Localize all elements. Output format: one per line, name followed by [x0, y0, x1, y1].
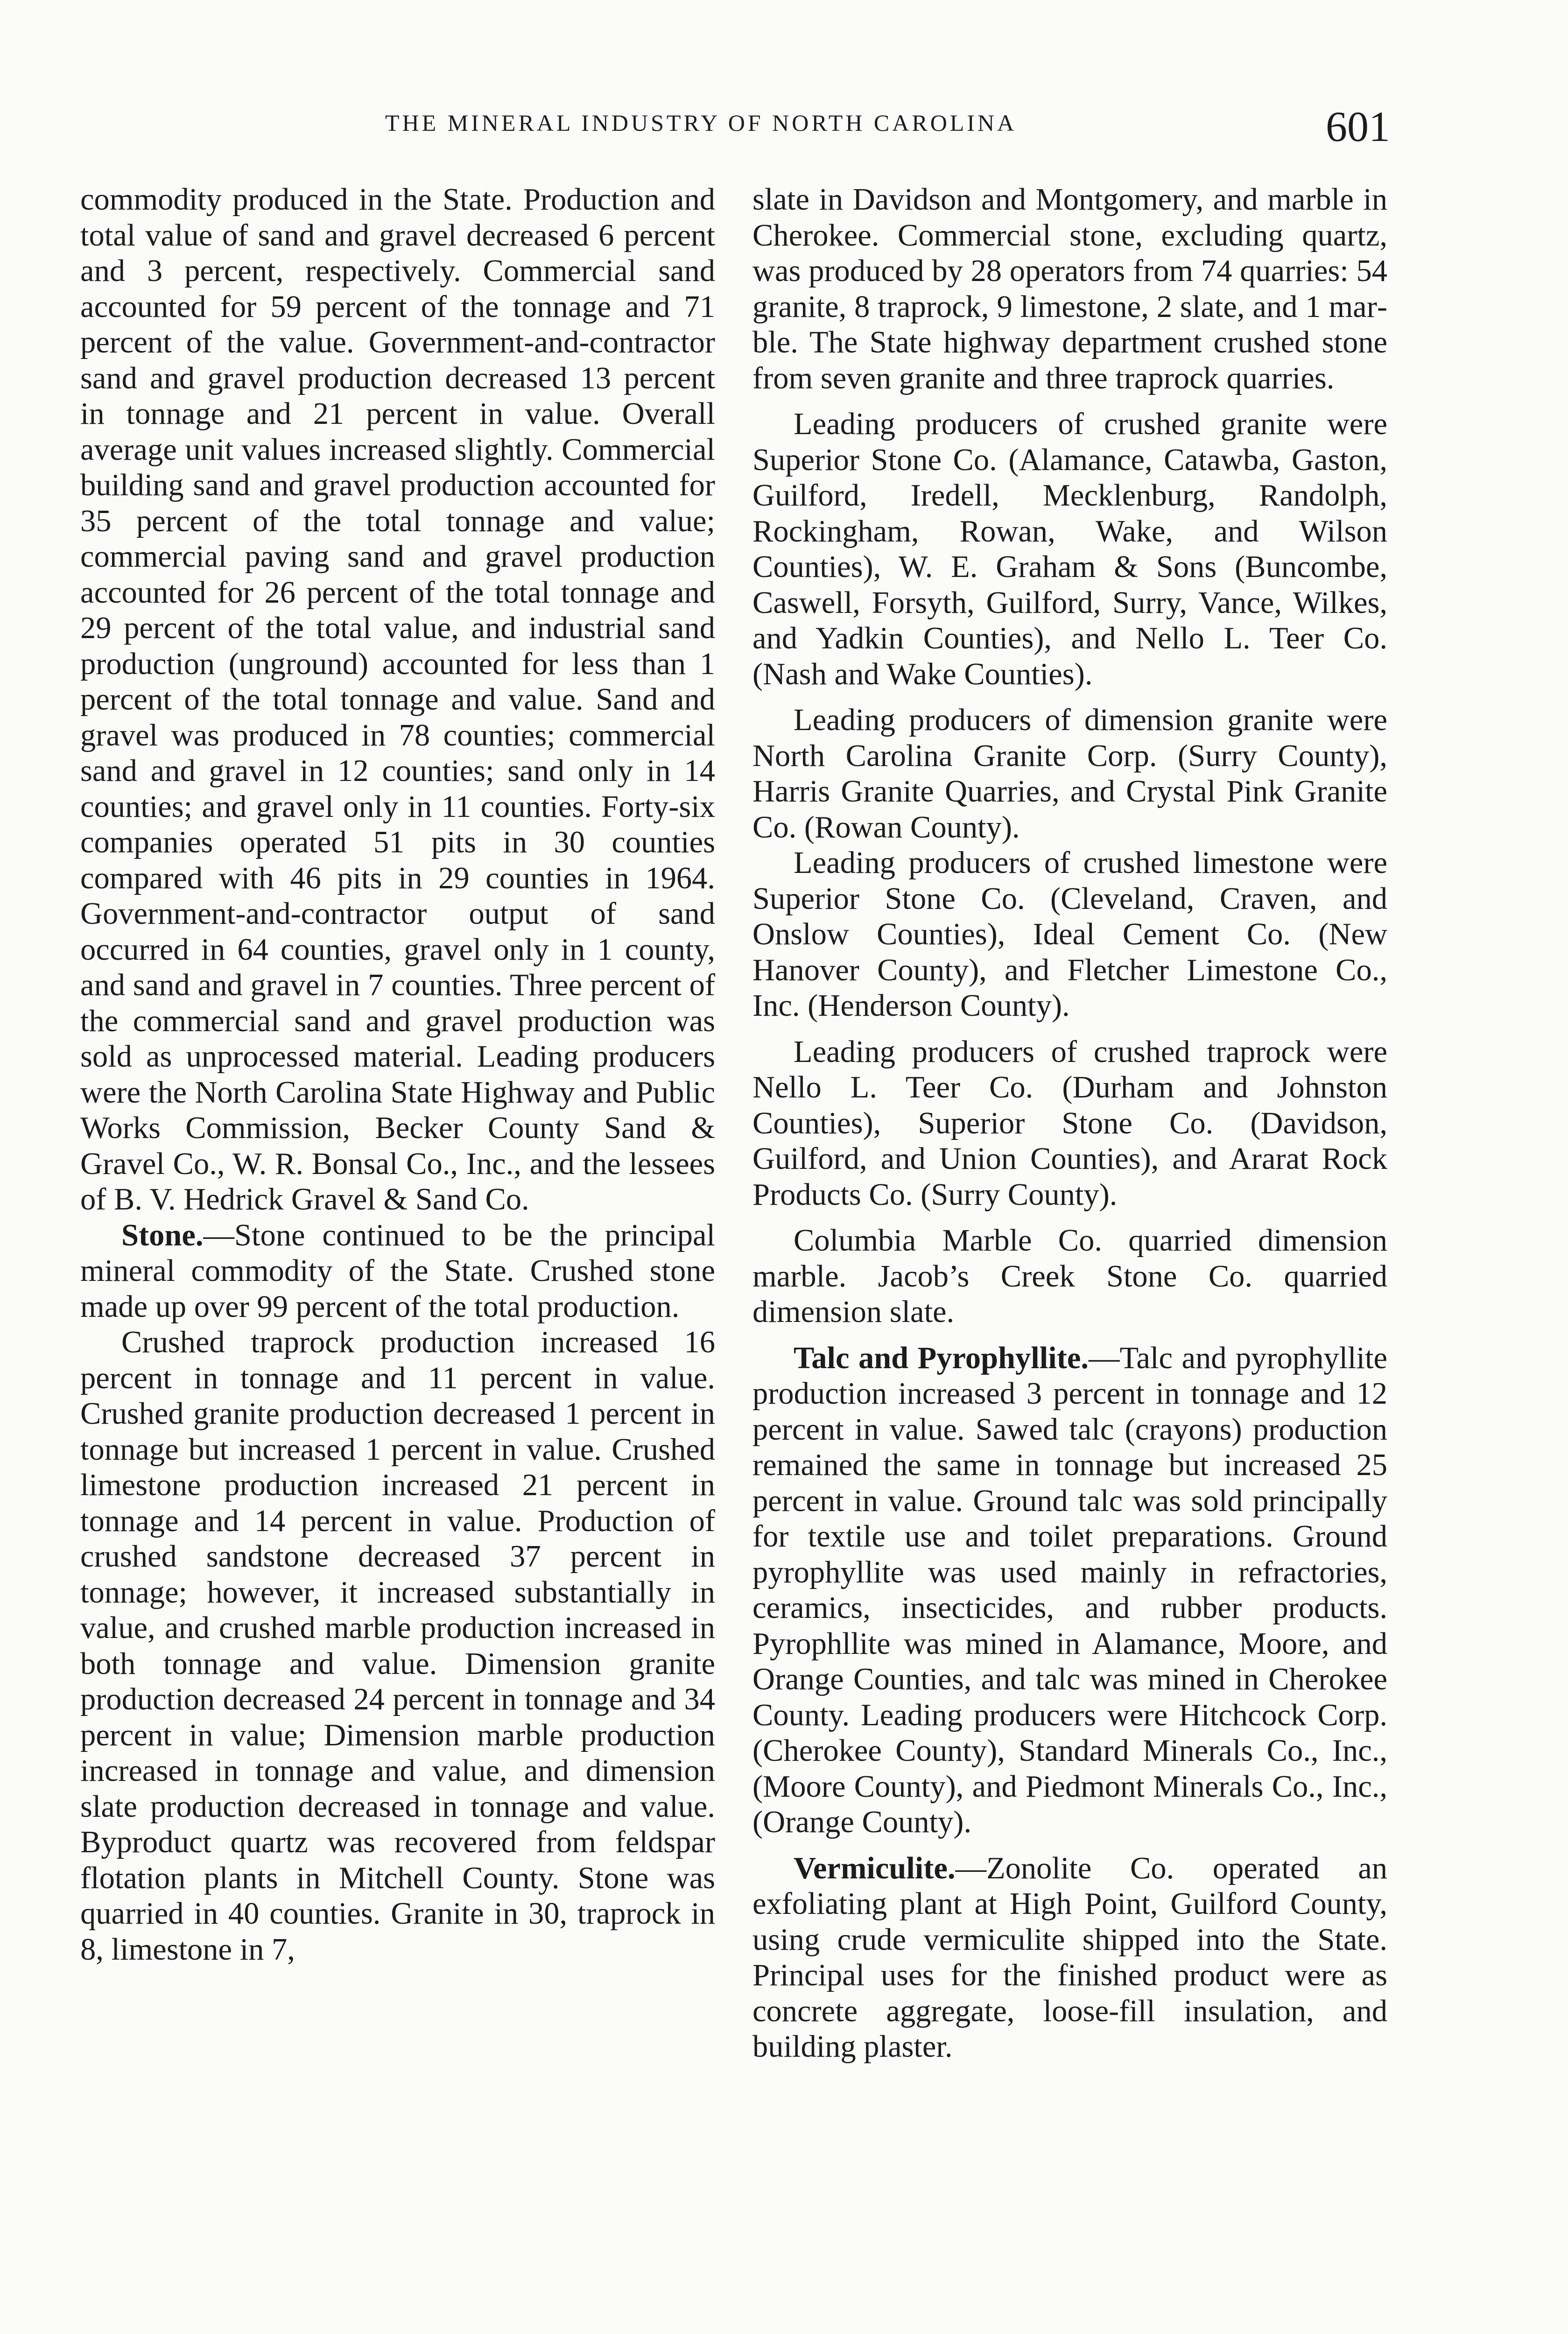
paragraph-crushed-production: Crushed traprock production increased 16 percent in tonnage and 11 percent in value. Crushed granite production decreased 1 percent in tonnage but increased 1 percent in value. Crushed limestone production increased 21 percent in tonnage and 14 percent in value. Production of crushed sandstone decreased 37 percent in tonnage; however, it increased substantially in value, and crushed marble production increased in both tonnage and value. Dimension granite production decreased 24 percent in tonnage and 34 percent in value; Dimension marble production increased in tonnage and value, and dimension slate production decreased in tonnage and value. Byproduct quartz was recovered from feldspar flotation plants in Mitchell County. Stone was quarried in 40 counties. Granite in 30, traprock in 8, limestone in 7,: [80, 1325, 715, 1967]
paragraph-crushed-traprock: Leading producers of crushed traprock were Nello L. Teer Co. (Durham and Johnston Counties), Superior Stone Co. (Davidson, Guilford, and Union Counties), and Ararat Rock Products Co. (Surry County).: [752, 1034, 1387, 1212]
paragraph-vermiculite-text: —Zonolite Co. operated an exfoliating plant at High Point, Guilford County, using crude vermiculite shipped into the State. Principal uses for the finished product were as concrete aggregate, loose-fill insulation, and building plaster.: [752, 1851, 1387, 2064]
section-heading-stone: Stone.: [121, 1218, 204, 1252]
paragraph-vermiculite: [752, 1851, 1387, 2065]
paragraph-talc-text: —Talc and pyrophyllite production increased 3 percent in tonnage and 12 percent in value. Sawed talc (crayons) production remained the same in tonnage but increased 25 percent in value. Ground talc was sold principally for textile use and toilet preparations. Ground pyrophyllite was used mainly in refractories, ceramics, insecticides, and rubber products. Pyrophllite was mined in Alamance, Moore, and Orange Counties, and talc was mined in Cherokee County. Leading producers were Hitchcock Corp. (Cherokee County), Standard Minerals Co., Inc., (Moore County), and Piedmont Minerals Co., Inc., (Orange County).: [752, 1341, 1387, 1839]
running-head: THE MINERAL INDUSTRY OF NORTH CAROLINA: [385, 110, 1017, 136]
paragraph-crushed-limestone: Leading producers of crushed limestone were Superior Stone Co. (Cleveland, Craven, and Onslow Counties), Ideal Cement Co. (New Hanover County), and Fletcher Limestone Co., Inc. (Henderson County).: [752, 846, 1387, 1023]
paragraph-stone: [80, 1218, 715, 1325]
page-number: 601: [1326, 103, 1390, 150]
paragraph-sand-gravel: commodity produced in the State. Production and total value of sand and gravel decreased 6 percent and 3 percent, respectively. Commercial sand accounted for 59 percent of the tonnage and 71 percent of the value. Government-and-contractor sand and gravel production decreased 13 percent in tonnage and 21 percent in value. Overall average unit values increased slightly. Commercial building sand and gravel production accounted for 35 percent of the total tonnage and value; commercial paving sand and gravel production accounted for 26 percent of the total tonnage and 29 percent of the total value, and industrial sand production (unground) accounted for less than 1 percent of the total tonnage and value. Sand and gravel was produced in 78 counties; commercial sand and gravel in 12 counties; sand only in 14 counties; and gravel only in 11 counties. Forty-six companies operated 51 pits in 30 counties compared with 46 pits in 29 counties in 1964. Government-and-contractor output of sand occurred in 64 counties, gravel only in 1 county, and sand and gravel in 7 counties. Three percent of the commercial sand and gravel production was sold as unprocessed material. Leading producers were the North Carolina State Highway and Public Works Commission, Becker County Sand & Gravel Co., W. R. Bonsal Co., Inc., and the lessees of B. V. Hedrick Gravel & Sand Co.: [80, 183, 715, 1216]
section-heading-vermiculite: Vermiculite.: [794, 1851, 956, 1885]
paragraph-stone-text: —Stone continued to be the principal mineral commodity of the State. Crushed stone made up over 99 percent of the total production.: [80, 1218, 715, 1324]
page-header: [0, 102, 1568, 162]
section-heading-talc: Talc and Pyrophyllite.: [794, 1341, 1089, 1375]
paragraph-marble-slate: Columbia Marble Co. quarried dimension marble. Jacob’s Creek Stone Co. quarried dimension slate.: [752, 1223, 1387, 1329]
right-column: [752, 182, 1387, 2065]
paragraph-dimension-granite: Leading producers of dimension granite were North Carolina Granite Corp. (Surry County), Harris Granite Quarries, and Crystal Pink Granite Co. (Rowan County).: [752, 703, 1387, 844]
left-column: [80, 182, 715, 1968]
paragraph-quarries: slate in Davidson and Montgomery, and marble in Cherokee. Commercial stone, excluding quartz, was produced by 28 operators from 74 quarries: 54 granite, 8 traprock, 9 limestone, 2 slate, and 1 marble. The State highway department crushed stone from seven granite and three traprock quarries.: [752, 183, 1387, 395]
paragraph-crushed-granite: Leading producers of crushed granite were Superior Stone Co. (Alamance, Catawba, Gaston, Guilford, Iredell, Mecklenburg, Randolph, Rockingham, Rowan, Wake, and Wilson Counties), W. E. Graham & Sons (Buncombe, Caswell, Forsyth, Guilford, Surry, Vance, Wilkes, and Yadkin Counties), and Nello L. Teer Co. (Nash and Wake Counties).: [752, 407, 1387, 691]
paragraph-talc: [752, 1341, 1387, 1841]
